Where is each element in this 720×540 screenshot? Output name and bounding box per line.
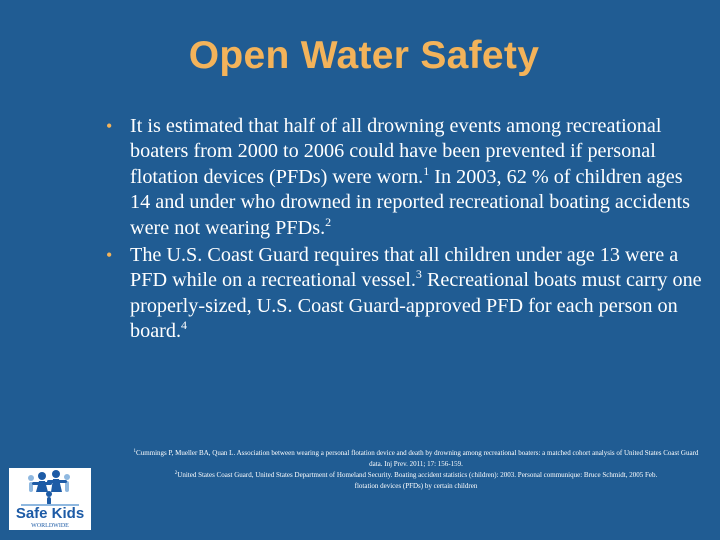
reference-item: flotation devices (PFDs) by certain children [354, 482, 478, 490]
reference-item: $^2$United States Coast Guard, United States Department of Homeland Security. Boating accident statistics (children): 2003. Personal communique: Bruce Schmidt, 2005 Feb. [174, 471, 658, 479]
bullet-list [106, 114, 706, 347]
bullet-text: The U.S. Coast Guard requires that all children under age 13 were a PFD while on a recreational vessel.$^3$ Recreational boats must carry one properly-sized, U.S. Coast Guard-approved PFD for each person on board.$^4$ [130, 244, 702, 343]
bullet-item [106, 243, 706, 345]
logo-text: Safe Kids [15, 505, 85, 522]
references [126, 448, 706, 492]
safe-kids-logo [9, 468, 91, 530]
slide-title: Open Water Safety [188, 34, 540, 77]
logo-subtext: WORLDWIDE [31, 523, 69, 529]
bullet-dot-icon: • [106, 245, 113, 266]
bullet-text: It is estimated that half of all drowning events among recreational boaters from 2000 to 2006 could have been prevented if personal flotation devices (PFDs) were worn.$^1$ In 2003, 62 % of children ages 14 and under who drowned in reported recreational boating accidents were not wearing PFDs.$^2$ [130, 115, 690, 239]
bullet-item [106, 114, 706, 241]
children-group-icon [9, 468, 91, 530]
reference-item: $^1$Cummings P, Mueller BA, Quan L. Association between wearing a personal flotation device and death by drowning among recreational boaters: a matched cohort analysis of United States Coast Guard data. Inj Prev. 2011; 17: 156-159. [133, 449, 699, 468]
bullet-dot-icon: • [106, 116, 113, 136]
